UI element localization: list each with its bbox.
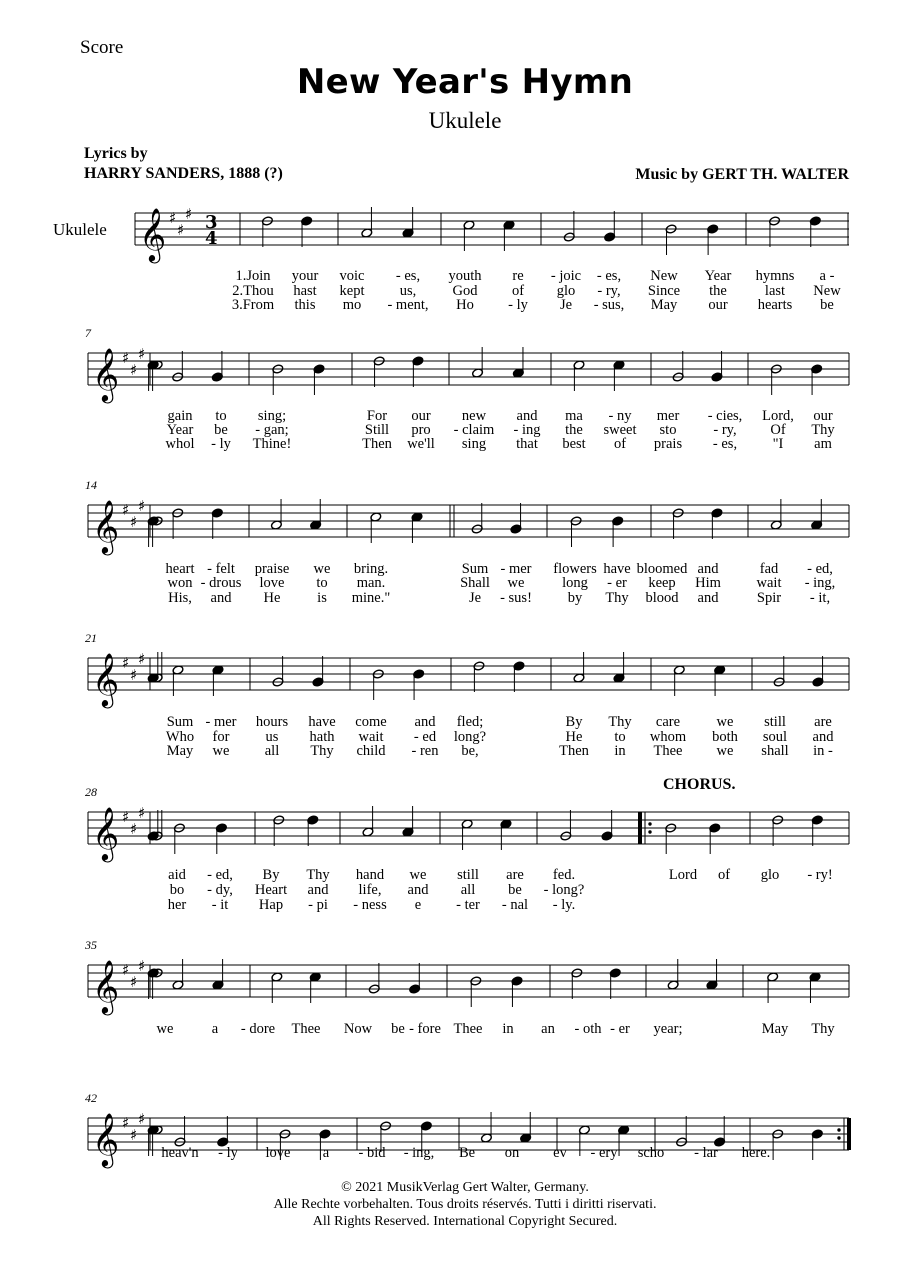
- sharp-icon: ♯: [130, 666, 138, 684]
- lyric-syllable: is: [317, 590, 327, 606]
- lyric-syllable: long?: [453, 729, 487, 745]
- lyric-syllable: we: [156, 1021, 174, 1037]
- lyric-syllable: sweet: [603, 422, 637, 438]
- lyric-syllable: For: [366, 408, 388, 424]
- measure-number: 35: [85, 938, 97, 952]
- lyric-syllable: still: [457, 867, 479, 883]
- lyric-syllable: - ry,: [713, 422, 737, 438]
- lyric-syllable: shall: [761, 743, 789, 759]
- lyric-syllable: - ry,: [597, 283, 621, 299]
- lyric-syllable: - ing,: [403, 1145, 435, 1161]
- lyric-syllable: - sus,: [593, 297, 625, 313]
- lyric-syllable: and: [210, 590, 232, 606]
- lyric-syllable: Ho: [456, 297, 474, 313]
- lyric-syllable: 1.Join: [235, 268, 271, 284]
- lyric-syllable: - ing,: [804, 575, 836, 591]
- lyric-line: [0, 1145, 900, 1160]
- lyric-syllable: and: [516, 408, 538, 424]
- lyric-syllable: praise: [254, 561, 290, 577]
- sharp-icon: ♯: [122, 1114, 130, 1132]
- lyric-syllable: - ry!: [807, 867, 833, 883]
- lyric-line: [0, 867, 900, 882]
- lyric-syllable: long: [562, 575, 588, 591]
- lyric-syllable: Lord,: [762, 408, 794, 424]
- lyric-syllable: Thy: [306, 867, 330, 883]
- lyric-syllable: Shall: [460, 575, 490, 591]
- lyric-syllable: have: [308, 714, 336, 730]
- lyric-syllable: be: [214, 422, 228, 438]
- lyric-syllable: heav'n: [161, 1145, 199, 1161]
- lyric-syllable: - gan;: [255, 422, 289, 438]
- lyric-syllable: of: [717, 867, 731, 883]
- lyric-syllable: of: [511, 283, 525, 299]
- sharp-icon: ♯: [130, 513, 138, 531]
- lyric-syllable: Lord: [668, 867, 698, 883]
- lyric-syllable: re: [512, 268, 524, 284]
- lyric-syllable: - ery: [590, 1145, 618, 1161]
- lyric-syllable: Spir: [756, 590, 782, 606]
- sharp-icon: ♯: [130, 973, 138, 991]
- lyric-syllable: bring.: [353, 561, 389, 577]
- lyric-syllable: Thy: [811, 1021, 835, 1037]
- lyric-syllable: life,: [358, 882, 382, 898]
- lyric-line: [0, 882, 900, 897]
- sharp-icon: ♯: [130, 1126, 138, 1144]
- lyric-syllable: Since: [647, 283, 681, 299]
- lyric-syllable: keep: [648, 575, 676, 591]
- measure-number: 21: [85, 631, 97, 645]
- lyric-syllable: Still: [364, 422, 390, 438]
- lyric-syllable: bloomed: [636, 561, 688, 577]
- sharp-icon: ♯: [122, 961, 130, 979]
- repeat-barline: [638, 812, 642, 844]
- lyric-line: [0, 897, 900, 912]
- lyric-syllable: mo: [342, 297, 362, 313]
- lyric-syllable: bo: [169, 882, 185, 898]
- lyric-line: [0, 268, 900, 283]
- lyric-syllable: Sum: [461, 561, 489, 577]
- lyric-line: [0, 561, 900, 576]
- lyric-syllable: Thee: [653, 743, 683, 759]
- lyric-syllable: us,: [399, 283, 417, 299]
- lyric-syllable: and: [697, 590, 719, 606]
- lyric-syllable: May: [166, 743, 194, 759]
- lyric-syllable: are: [814, 714, 832, 730]
- lyric-syllable: May: [650, 297, 678, 313]
- lyricist-name: HARRY SANDERS, 1888 (?): [84, 165, 283, 182]
- composer-credit: Music by GERT TH. WALTER: [635, 166, 849, 183]
- lyric-line: [0, 408, 900, 423]
- lyric-syllable: still: [764, 714, 786, 730]
- lyric-syllable: Thy: [605, 590, 629, 606]
- lyric-syllable: Now: [343, 1021, 373, 1037]
- lyric-syllable: best: [562, 436, 586, 452]
- lyric-syllable: Him: [695, 575, 721, 591]
- lyric-syllable: in -: [813, 743, 833, 759]
- lyric-syllable: wait: [756, 575, 782, 591]
- lyric-syllable: voic: [339, 268, 365, 284]
- chorus-label: CHORUS.: [663, 776, 736, 793]
- lyric-syllable: scho: [637, 1145, 665, 1161]
- lyric-syllable: hast: [293, 283, 317, 299]
- lyric-syllable: all: [460, 882, 476, 898]
- sharp-icon: ♯: [185, 205, 193, 223]
- lyric-syllable: - dore: [240, 1021, 276, 1037]
- lyric-syllable: be: [508, 882, 522, 898]
- lyric-syllable: care: [655, 714, 681, 730]
- lyric-syllable: whol: [165, 436, 195, 452]
- lyric-syllable: we: [212, 743, 230, 759]
- lyric-syllable: hearts: [757, 297, 793, 313]
- lyric-line: [0, 714, 900, 729]
- lyric-syllable: hours: [255, 714, 289, 730]
- sharp-icon: ♯: [130, 820, 138, 838]
- treble-clef-icon: 𝄞: [92, 959, 120, 1013]
- lyric-syllable: - er: [610, 1021, 630, 1037]
- lyric-syllable: be: [820, 297, 834, 313]
- sharp-icon: ♯: [138, 1110, 146, 1128]
- lyric-syllable: - er: [607, 575, 627, 591]
- lyric-syllable: our: [411, 408, 431, 424]
- treble-clef-icon: 𝄞: [92, 806, 120, 860]
- time-signature-bottom: 4: [205, 228, 218, 249]
- treble-clef-icon: 𝄞: [92, 499, 120, 553]
- lyric-syllable: - ed,: [807, 561, 833, 577]
- lyric-syllable: gain: [167, 408, 193, 424]
- lyric-syllable: youth: [448, 268, 482, 284]
- lyric-syllable: He: [263, 590, 281, 606]
- treble-clef-icon: 𝄞: [139, 207, 167, 261]
- lyric-syllable: love: [259, 575, 285, 591]
- lyric-syllable: Heart: [254, 882, 288, 898]
- lyric-syllable: all: [264, 743, 280, 759]
- lyric-syllable: child: [356, 743, 386, 759]
- lyric-syllable: love: [265, 1145, 291, 1161]
- lyric-syllable: a: [211, 1021, 219, 1037]
- lyric-syllable: God: [452, 283, 478, 299]
- lyric-syllable: Thee: [291, 1021, 321, 1037]
- lyric-syllable: to: [614, 729, 626, 745]
- lyric-syllable: Then: [559, 743, 589, 759]
- lyric-syllable: 2.Thou: [232, 283, 274, 299]
- lyric-syllable: Year: [166, 422, 194, 438]
- lyric-syllable: and: [307, 882, 329, 898]
- lyric-line: [0, 422, 900, 437]
- lyric-syllable: your: [291, 268, 319, 284]
- lyric-syllable: Who: [165, 729, 195, 745]
- lyric-syllable: - es,: [395, 268, 421, 284]
- lyric-syllable: mine.": [351, 590, 391, 606]
- lyric-syllable: Thy: [811, 422, 835, 438]
- lyric-syllable: hymns: [755, 268, 795, 284]
- lyric-syllable: fed.: [552, 867, 576, 883]
- measure-number: 28: [85, 785, 97, 799]
- lyric-syllable: Thee: [453, 1021, 483, 1037]
- lyric-line: [0, 743, 900, 758]
- lyric-syllable: - it,: [809, 590, 831, 606]
- rights-line: Alle Rechte vorbehalten. Tous droits réservés. Tutti i diritti riservati.: [273, 1197, 657, 1212]
- lyric-syllable: we: [507, 575, 525, 591]
- instrument-name: Ukulele: [53, 220, 107, 239]
- lyric-syllable: sto: [659, 422, 677, 438]
- lyric-syllable: "I: [772, 436, 784, 452]
- lyric-syllable: soul: [762, 729, 788, 745]
- lyric-syllable: heart: [165, 561, 195, 577]
- lyric-syllable: - fore: [409, 1021, 441, 1037]
- lyric-syllable: - mer: [500, 561, 532, 577]
- score-label: Score: [80, 37, 124, 58]
- lyric-syllable: - ed: [413, 729, 437, 745]
- repeat-dot: [648, 822, 651, 825]
- lyric-syllable: are: [506, 867, 524, 883]
- lyric-syllable: Sum: [166, 714, 194, 730]
- lyric-syllable: By: [262, 867, 280, 883]
- lyric-syllable: pro: [411, 422, 431, 438]
- lyric-syllable: by: [567, 590, 583, 606]
- lyric-syllable: - ness: [353, 897, 387, 913]
- lyric-syllable: Thy: [608, 714, 632, 730]
- lyric-syllable: and: [697, 561, 719, 577]
- sharp-icon: ♯: [122, 654, 130, 672]
- lyric-syllable: New: [813, 283, 841, 299]
- measure-number: 7: [85, 326, 91, 340]
- lyric-syllable: - ny: [608, 408, 632, 424]
- lyric-syllable: mer: [656, 408, 680, 424]
- lyric-syllable: be,: [461, 743, 479, 759]
- sharp-icon: ♯: [130, 361, 138, 379]
- lyric-syllable: aid: [168, 867, 186, 883]
- lyric-syllable: - ter: [456, 897, 480, 913]
- sharp-icon: ♯: [138, 345, 146, 363]
- lyric-syllable: in: [614, 743, 626, 759]
- lyric-line: [0, 590, 900, 605]
- treble-clef-icon: 𝄞: [92, 1112, 120, 1166]
- lyric-syllable: in: [502, 1021, 514, 1037]
- lyric-syllable: be: [391, 1021, 405, 1037]
- lyric-syllable: her: [167, 897, 187, 913]
- lyric-syllable: Je: [559, 297, 573, 313]
- sharp-icon: ♯: [122, 501, 130, 519]
- lyric-syllable: - cies,: [707, 408, 743, 424]
- treble-clef-icon: 𝄞: [92, 347, 120, 401]
- lyric-syllable: May: [761, 1021, 789, 1037]
- page-title: New Year's Hymn: [296, 62, 634, 102]
- lyric-syllable: both: [712, 729, 738, 745]
- copyright-secured-line: All Rights Reserved. International Copyright Secured.: [312, 1214, 618, 1229]
- lyric-syllable: sing;: [257, 408, 287, 424]
- measure-number: 42: [85, 1091, 97, 1105]
- lyric-syllable: - dy,: [207, 882, 233, 898]
- repeat-dot: [837, 1128, 840, 1131]
- lyric-syllable: have: [603, 561, 631, 577]
- lyric-syllable: New: [650, 268, 678, 284]
- lyric-syllable: to: [215, 408, 227, 424]
- lyric-syllable: wait: [358, 729, 384, 745]
- lyric-syllable: - drous: [200, 575, 242, 591]
- sharp-icon: ♯: [177, 221, 185, 239]
- lyric-syllable: a: [322, 1145, 330, 1161]
- lyric-syllable: ma: [565, 408, 583, 424]
- lyric-syllable: whom: [649, 729, 687, 745]
- sharp-icon: ♯: [138, 957, 146, 975]
- lyric-syllable: year;: [653, 1021, 683, 1037]
- measure-number: 14: [85, 478, 97, 492]
- lyric-syllable: - long?: [543, 882, 585, 898]
- lyric-syllable: - ment,: [387, 297, 429, 313]
- lyric-syllable: man.: [356, 575, 386, 591]
- lyric-syllable: a -: [819, 268, 835, 284]
- lyric-syllable: we: [716, 743, 734, 759]
- lyric-line: [0, 1021, 900, 1036]
- time-signature-top: 3: [205, 212, 218, 233]
- lyric-line: [0, 729, 900, 744]
- lyric-syllable: for: [212, 729, 230, 745]
- sharp-icon: ♯: [122, 349, 130, 367]
- lyric-syllable: Thy: [310, 743, 334, 759]
- lyric-syllable: Hap: [258, 897, 284, 913]
- lyric-syllable: - es,: [712, 436, 738, 452]
- lyric-syllable: Be: [458, 1145, 476, 1161]
- lyric-syllable: and: [812, 729, 834, 745]
- lyric-syllable: By: [565, 714, 583, 730]
- lyric-syllable: flowers: [553, 561, 597, 577]
- lyric-syllable: this: [294, 297, 316, 313]
- lyric-syllable: - oth: [574, 1021, 602, 1037]
- lyricist-label: Lyrics by: [84, 145, 148, 162]
- lyric-syllable: - nal: [501, 897, 529, 913]
- lyric-syllable: - ly: [211, 436, 231, 452]
- lyric-syllable: we: [409, 867, 427, 883]
- lyric-syllable: glo: [556, 283, 576, 299]
- lyric-syllable: Of: [770, 422, 786, 438]
- lyric-syllable: - mer: [205, 714, 237, 730]
- lyric-syllable: the: [709, 283, 727, 299]
- lyric-syllable: - ly: [508, 297, 528, 313]
- sharp-icon: ♯: [138, 804, 146, 822]
- lyric-syllable: hand: [355, 867, 385, 883]
- lyric-syllable: - ed,: [207, 867, 233, 883]
- page-subtitle: Ukulele: [428, 108, 502, 133]
- lyric-line: [0, 436, 900, 451]
- treble-clef-icon: 𝄞: [92, 652, 120, 706]
- lyric-syllable: - es,: [596, 268, 622, 284]
- lyric-syllable: e: [414, 897, 422, 913]
- lyric-syllable: the: [565, 422, 583, 438]
- lyric-syllable: - ly.: [552, 897, 576, 913]
- lyric-syllable: our: [708, 297, 728, 313]
- lyric-syllable: an: [541, 1021, 555, 1037]
- repeat-dot: [837, 1136, 840, 1139]
- sharp-icon: ♯: [169, 209, 177, 227]
- lyric-syllable: last: [764, 283, 786, 299]
- lyric-syllable: 3.From: [231, 297, 275, 313]
- lyric-line: [0, 297, 900, 312]
- lyric-syllable: - felt: [207, 561, 235, 577]
- copyright-line: © 2021 MusikVerlag Gert Walter, Germany.: [341, 1180, 589, 1195]
- repeat-dot: [648, 830, 651, 833]
- lyric-syllable: - bid: [358, 1145, 386, 1161]
- lyric-syllable: fled;: [456, 714, 484, 730]
- lyric-syllable: - lar: [694, 1145, 718, 1161]
- lyric-syllable: come: [355, 714, 387, 730]
- lyric-line: [0, 575, 900, 590]
- lyric-syllable: - ing: [513, 422, 541, 438]
- lyric-syllable: sing: [461, 436, 487, 452]
- lyric-syllable: kept: [339, 283, 365, 299]
- lyric-syllable: new: [461, 408, 487, 424]
- lyric-syllable: hath: [309, 729, 335, 745]
- lyric-syllable: - claim: [453, 422, 495, 438]
- lyric-syllable: ev: [553, 1145, 567, 1161]
- lyric-syllable: we: [716, 714, 734, 730]
- lyric-syllable: that: [516, 436, 538, 452]
- lyric-syllable: - ly: [218, 1145, 238, 1161]
- lyric-syllable: Thine!: [252, 436, 292, 452]
- sharp-icon: ♯: [138, 497, 146, 515]
- sharp-icon: ♯: [138, 650, 146, 668]
- lyric-syllable: - ren: [411, 743, 439, 759]
- lyric-syllable: won: [167, 575, 193, 591]
- lyric-syllable: we: [313, 561, 331, 577]
- lyric-syllable: - sus!: [500, 590, 532, 606]
- lyric-syllable: and: [414, 714, 436, 730]
- lyric-syllable: His,: [168, 590, 192, 606]
- lyric-syllable: we'll: [407, 436, 435, 452]
- lyric-syllable: us: [265, 729, 279, 745]
- lyric-syllable: prais: [653, 436, 683, 452]
- lyric-syllable: - pi: [308, 897, 328, 913]
- lyric-syllable: am: [814, 436, 832, 452]
- lyric-syllable: blood: [645, 590, 679, 606]
- lyric-syllable: Je: [468, 590, 482, 606]
- lyric-syllable: on: [504, 1145, 520, 1161]
- lyric-syllable: our: [813, 408, 833, 424]
- lyric-syllable: Then: [362, 436, 392, 452]
- lyric-syllable: of: [613, 436, 627, 452]
- lyric-syllable: He: [565, 729, 583, 745]
- lyric-syllable: here.: [741, 1145, 771, 1161]
- lyric-syllable: fad: [759, 561, 779, 577]
- lyric-syllable: and: [407, 882, 429, 898]
- lyric-syllable: Year: [704, 268, 732, 284]
- lyric-syllable: to: [316, 575, 328, 591]
- lyric-syllable: glo: [760, 867, 780, 883]
- lyric-syllable: - it: [211, 897, 229, 913]
- lyric-syllable: - joic: [550, 268, 582, 284]
- lyric-line: [0, 283, 900, 298]
- sharp-icon: ♯: [122, 808, 130, 826]
